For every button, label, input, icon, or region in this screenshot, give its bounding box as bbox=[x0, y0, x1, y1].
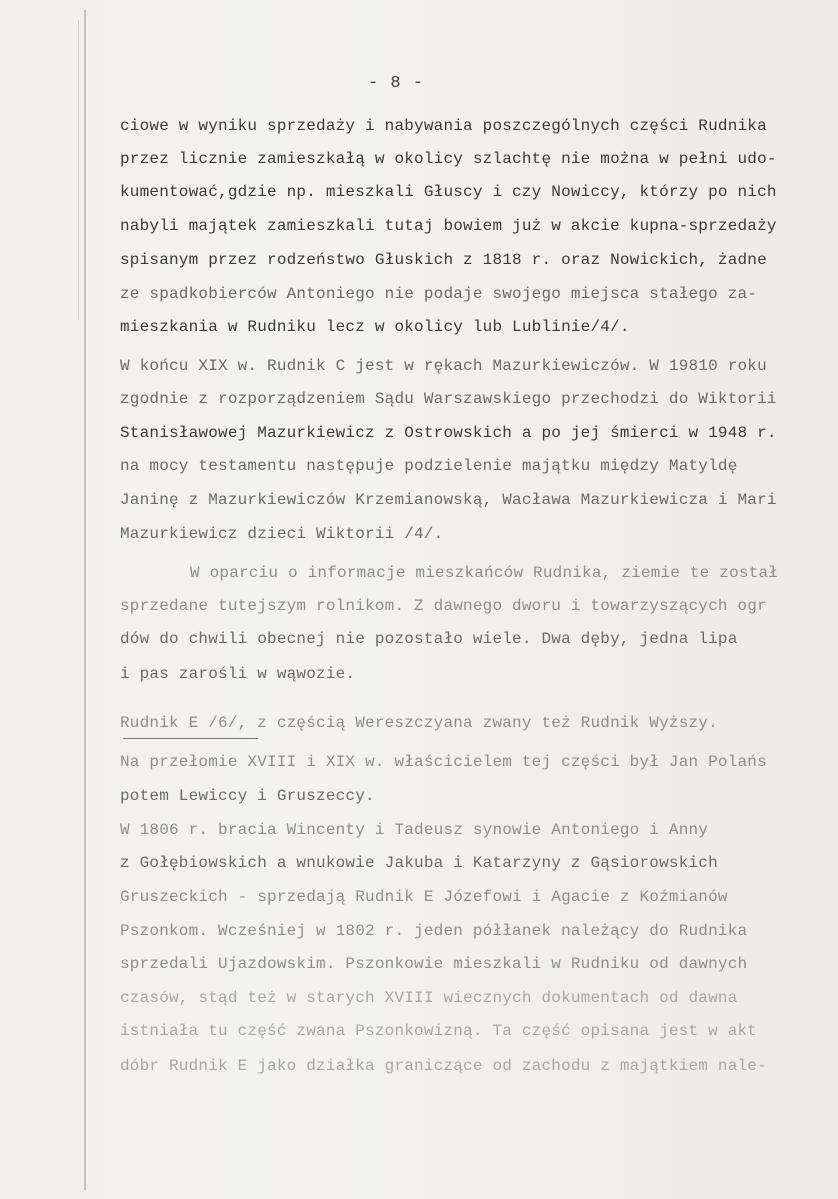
text-line: ciowe w wyniku sprzedaży i nabywania poszczególnych części Rudnika bbox=[120, 117, 767, 135]
text-line: Pszonkom. Wcześniej w 1802 r. jeden półłanek należący do Rudnika bbox=[120, 922, 748, 940]
text-line: na mocy testamentu następuje podzielenie majątku między Matyldę bbox=[120, 457, 738, 475]
text-line: W końcu XIX w. Rudnik C jest w rękach Mazurkiewiczów. W 19810 roku bbox=[120, 357, 767, 375]
text-line: nabyli majątek zamieszkali tutaj bowiem już w akcie kupna-sprzedaży bbox=[120, 217, 777, 235]
text-line: zgodnie z rozporządzeniem Sądu Warszawskiego przechodzi do Wiktorii bbox=[120, 390, 777, 408]
text-line: kumentować,gdzie np. mieszkali Głuscy i czy Nowiccy, którzy po nich bbox=[120, 183, 777, 201]
text-line: Stanisławowej Mazurkiewicz z Ostrowskich a po jej śmierci w 1948 r. bbox=[120, 424, 777, 442]
text-line: Gruszeckich - sprzedają Rudnik E Józefowi i Agacie z Koźmianów bbox=[120, 888, 728, 906]
text-line: przez licznie zamieszkałą w okolicy szlachtę nie można w pełni udo- bbox=[120, 150, 777, 168]
text-line: Janinę z Mazurkiewiczów Krzemianowską, Wacława Mazurkiewicza i Mari bbox=[120, 491, 777, 509]
text-line: W oparciu o informacje mieszkańców Rudnika, ziemie te został bbox=[190, 564, 779, 582]
text-line: sprzedali Ujazdowskim. Pszonkowie mieszkali w Rudniku od dawnych bbox=[120, 955, 748, 973]
text-line: i pas zarośli w wąwozie. bbox=[120, 665, 356, 683]
text-line: potem Lewiccy i Gruszeccy. bbox=[120, 787, 375, 805]
text-line: Na przełomie XVIII i XIX w. właścicielem tej części był Jan Polańs bbox=[120, 753, 767, 771]
text-line: W 1806 r. bracia Wincenty i Tadeusz synowie Antoniego i Anny bbox=[120, 821, 709, 839]
left-margin-shadow bbox=[78, 20, 79, 320]
text-line: z Gołębiowskich a wnukowie Jakuba i Katarzyny z Gąsiorowskich bbox=[120, 854, 718, 872]
left-margin-line bbox=[84, 10, 86, 1190]
section-heading: Rudnik E /6/, z częścią Wereszczyana zwany też Rudnik Wyższy. bbox=[120, 714, 718, 732]
text-line: dów do chwili obecnej nie pozostało wiele. Dwa dęby, jedna lipa bbox=[120, 630, 738, 648]
page-number: - 8 - bbox=[368, 74, 425, 93]
text-line: dóbr Rudnik E jako działka graniczące od zachodu z majątkiem nale- bbox=[120, 1057, 767, 1075]
text-line: mieszkania w Rudniku lecz w okolicy lub Lublinie/4/. bbox=[120, 318, 630, 336]
text-line: czasów, stąd też w starych XVIII wiecznych dokumentach od dawna bbox=[120, 989, 738, 1007]
text-line: Mazurkiewicz dzieci Wiktorii /4/. bbox=[120, 525, 444, 543]
text-line: spisanym przez rodzeństwo Głuskich z 1818 r. oraz Nowickich, żadne bbox=[120, 251, 767, 269]
text-line: istniała tu część zwana Pszonkowizną. Ta część opisana jest w akt bbox=[120, 1022, 758, 1040]
text-line: sprzedane tutejszym rolnikom. Z dawnego dworu i towarzyszących ogr bbox=[120, 597, 767, 615]
heading-underline bbox=[123, 738, 258, 739]
text-line: ze spadkobierców Antoniego nie podaje swojego miejsca stałego za- bbox=[120, 285, 758, 303]
